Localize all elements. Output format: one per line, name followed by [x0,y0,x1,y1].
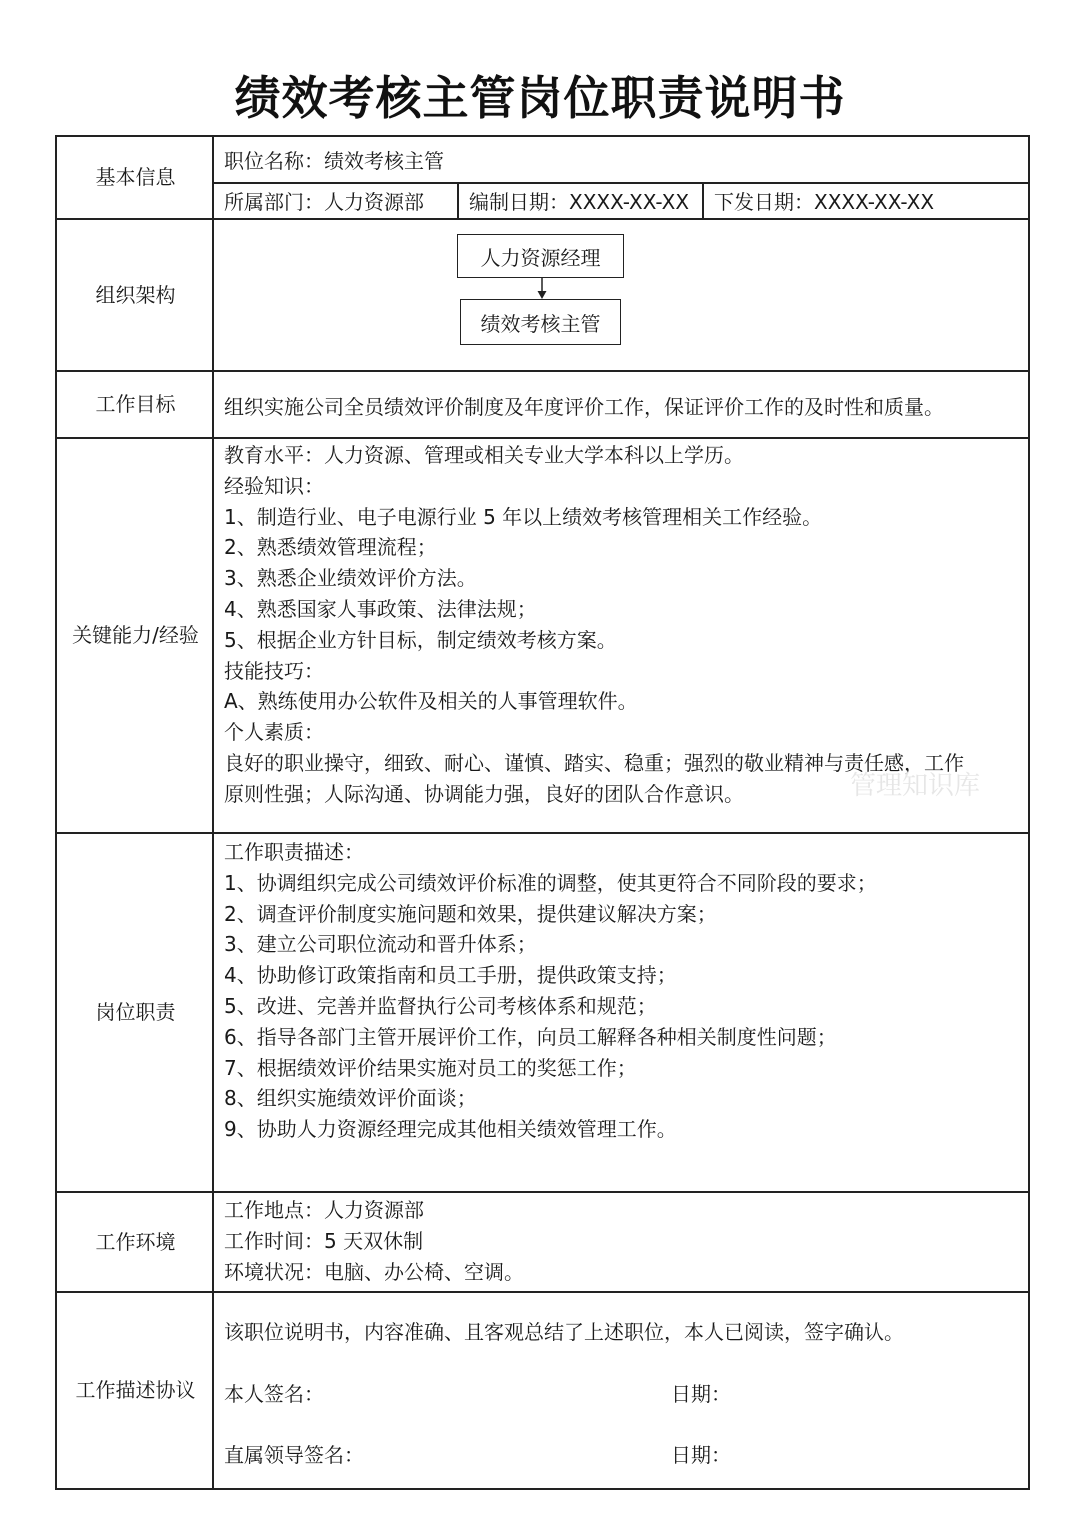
duties-line: 5、改进、完善并监督执行公司考核体系和规范； [224,993,657,1018]
agreement-statement: 该职位说明书，内容准确、且客观总结了上述职位，本人已阅读，签字确认。 [224,1320,904,1344]
basic-info-label: 基本信息 [95,165,176,189]
org-box-superior [457,234,624,278]
environment-line: 工作时间：5 天双休制 [224,1228,424,1253]
goal-text: 组织实施公司全员绩效评价制度及年度评价工作，保证评价工作的及时性和质量。 [224,395,944,419]
watermark: 管理知识库 [850,771,981,801]
self-date-label: 日期： [671,1382,731,1406]
compile-date: 编制日期：XXXX-XX-XX [469,190,690,214]
abilities-line: 良好的职业操守，细致、耐心、谨慎、踏实、稳重；强烈的敬业精神与责任感，工作 [224,750,964,775]
document-title: 绩效考核主管岗位职责说明书 [234,71,846,125]
basic-info-sub-divider [212,182,1028,184]
abilities-line: 教育水平：人力资源、管理或相关专业大学本科以上学历。 [224,443,744,467]
abilities-line: 5、根据企业方针目标，制定绩效考核方案。 [224,627,617,652]
abilities-line: 个人素质： [224,720,324,745]
org-label: 组织架构 [95,282,176,307]
duties-line: 3、建立公司职位流动和晋升体系； [224,932,537,957]
abilities-line: 3、熟悉企业绩效评价方法。 [224,566,477,591]
duties-content [224,837,877,1145]
duties-line: 1、协调组织完成公司绩效评价标准的调整，使其更符合不同阶段的要求； [224,870,877,895]
duties-label: 岗位职责 [95,1000,176,1024]
abilities-content [224,440,964,810]
issue-date: 下发日期：XXXX-XX-XX [714,190,935,214]
abilities-line: 2、熟悉绩效管理流程； [224,535,437,560]
agreement-label: 工作描述协议 [75,1378,196,1402]
duties-line: 工作职责描述： [224,840,364,864]
abilities-line: A、熟练使用办公软件及相关的人事管理软件。 [224,689,638,714]
duties-line: 9、协助人力资源经理完成其他相关绩效管理工作。 [224,1117,677,1142]
position-name: 职位名称：绩效考核主管 [224,149,444,173]
abilities-line: 原则性强；人际沟通、协调能力强，良好的团队合作意识。 [224,781,744,806]
org-connector-arrow [527,278,557,300]
org-box-position [460,299,621,345]
org-position-text: 绩效考核主管 [480,311,601,336]
duties-line: 4、协助修订政策指南和员工手册，提供政策支持； [224,963,677,988]
abilities-line: 经验知识： [224,473,324,498]
leader-signature-label: 直属领导签名： [224,1443,364,1467]
job-description-table [55,135,1030,1490]
org-superior-text: 人力资源经理 [480,245,601,270]
basic-info-separator [702,182,704,219]
abilities-line: 4、熟悉国家人事政策、法律法规； [224,596,537,621]
duties-line: 7、根据绩效评价结果实施对员工的奖惩工作； [224,1055,637,1080]
environment-line: 环境状况：电脑、办公椅、空调。 [224,1259,524,1284]
abilities-line: 1、制造行业、电子电源行业 5 年以上绩效考核管理相关工作经验。 [224,504,823,529]
duties-line: 8、组织实施绩效评价面谈； [224,1086,477,1111]
duties-line: 2、调查评价制度实施问题和效果，提供建议解决方案； [224,901,717,926]
duties-line: 6、指导各部门主管开展评价工作，向员工解释各种相关制度性问题； [224,1024,837,1049]
self-signature-label: 本人签名： [224,1382,324,1406]
department: 所属部门：人力资源部 [224,190,424,214]
environment-content [224,1195,524,1287]
goal-label: 工作目标 [95,392,176,416]
abilities-label: 关键能力/经验 [72,623,199,647]
environment-label: 工作环境 [95,1229,176,1254]
basic-info-separator [457,182,459,219]
leader-date-label: 日期： [671,1443,731,1467]
abilities-line: 技能技巧： [224,658,324,683]
environment-line: 工作地点：人力资源部 [224,1198,424,1222]
